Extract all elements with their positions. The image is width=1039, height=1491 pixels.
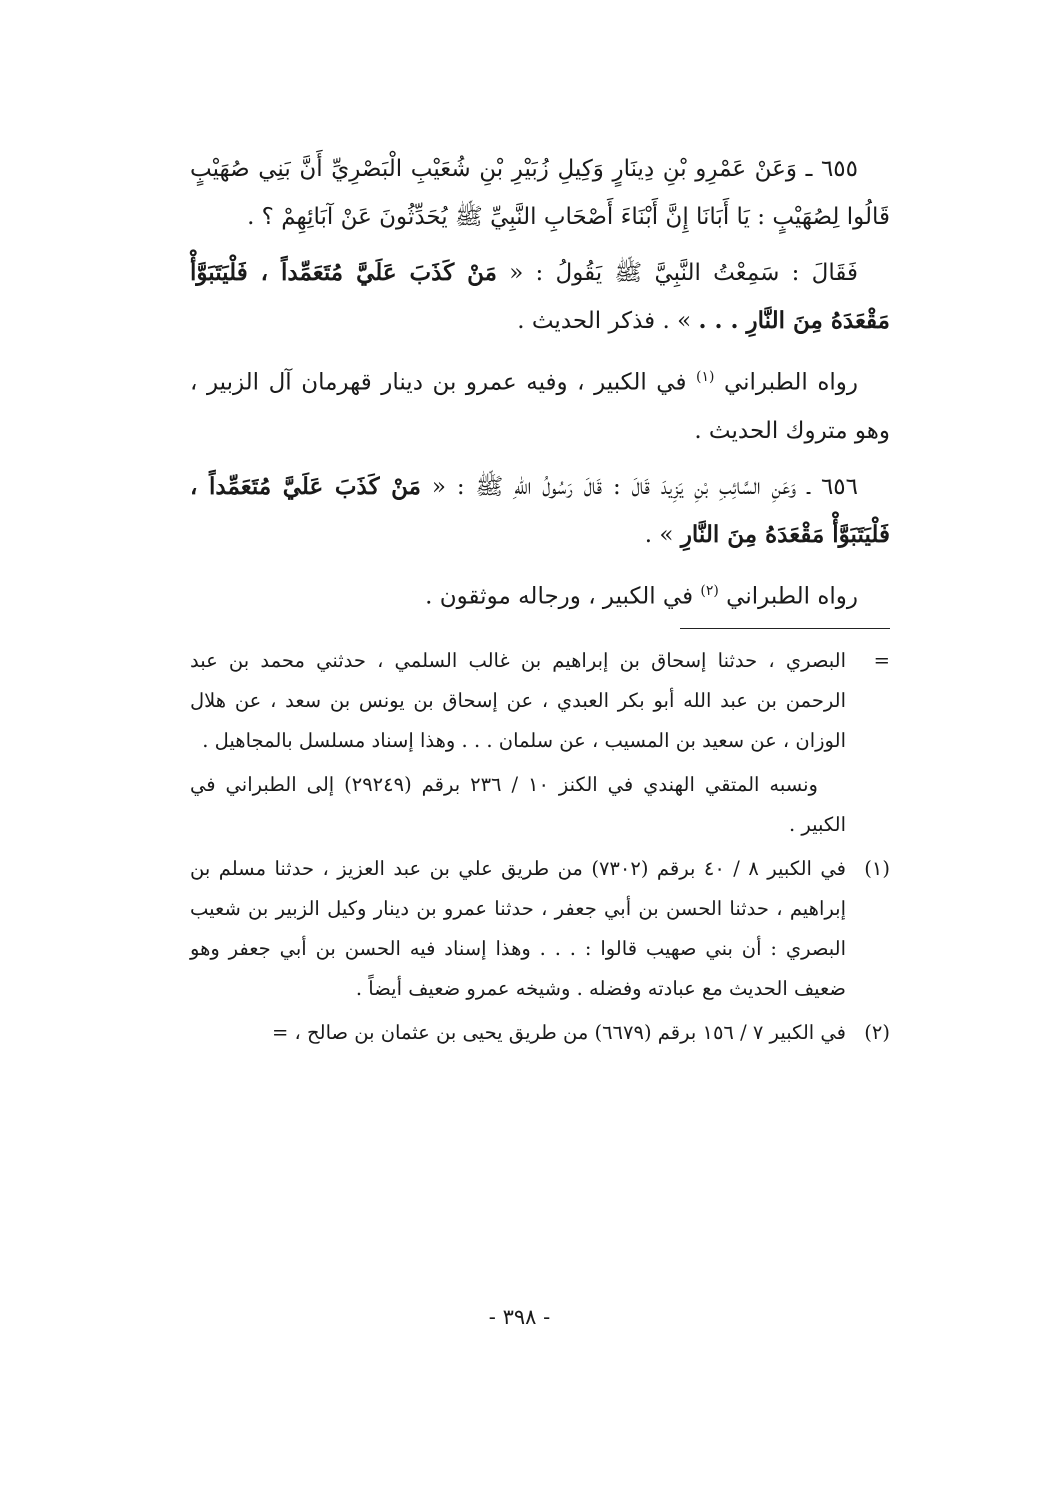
footnote-1-number: (١): [864, 857, 890, 881]
footnote-continuation-2: [190, 765, 890, 845]
hadith-656: [190, 463, 890, 559]
hadith-655-quote: [190, 249, 890, 345]
main-text: [190, 145, 890, 620]
page-number: - ٣٩٨ -: [488, 1305, 551, 1329]
source-text-b: في الكبير ، ورجاله موثقون .: [425, 583, 701, 610]
hadith-655-source: [190, 353, 890, 455]
footnote-continuation-text-2: ونسبه المتقي الهندي في الكنز ١٠ / ٢٣٦ برقم (٢٩٢٤٩) إلى الطبراني في الكبير .: [190, 773, 846, 837]
source-text-a: رواه الطبراني: [718, 583, 858, 610]
quote-text: مَنْ كَذَبَ عَلَيَّ مُتَعَمِّداً ، فَلْيَتَبَوَّأْ مَقْعَدَهُ مِنَ النَّارِ . . .: [190, 259, 890, 334]
footnote-1-text: في الكبير ٨ / ٤٠ برقم (٧٣٠٢) من طريق علي بن عبد العزيز ، حدثنا مسلم بن إبراهيم ، حدثنا الحسن بن أبي جعفر ، حدثنا عمرو بن دينار وكيل الزبير بن شعيب البصري : أن بني صهيب قالوا : . . . وهذا إسناد فيه الحسن بن أبي جعفر وهو ضعيف الحديث مع عبادته وفضله . وشيخه عمرو ضعيف أيضاً .: [190, 857, 846, 1001]
page-body: [190, 145, 890, 1057]
footnote-1: [190, 849, 890, 1009]
quote-outro: » . فذكر الحديث .: [517, 308, 699, 334]
source-text-b: في الكبير ، وفيه عمرو بن دينار قهرمان آل الزبير ، وهو متروك الحديث .: [190, 369, 890, 444]
footnote-2-text: في الكبير ٧ / ١٥٦ برقم (٦٦٧٩) من طريق يحيى بن عثمان بن صالح ،: [294, 1021, 846, 1045]
hadith-656-quote: مَنْ كَذَبَ عَلَيَّ مُتَعَمِّداً ، فَلْيَتَبَوَّأْ مَقْعَدَهُ مِنَ النَّارِ: [190, 472, 890, 548]
hadith-656-source: [190, 567, 890, 621]
footnotes: [190, 641, 890, 1053]
footnote-2: [190, 1013, 890, 1053]
hadith-656-outro: » .: [644, 521, 681, 548]
footnote-divider: [680, 628, 890, 629]
quote-intro: فَقَالَ : سَمِعْتُ النَّبِيَّ ﷺ يَقُولُ : «: [496, 260, 858, 286]
footnote-ref-1[interactable]: (١): [695, 369, 715, 385]
footnote-continuation: [190, 641, 890, 761]
continuation-marker: =: [873, 649, 890, 673]
footnote-ref-2[interactable]: (٢): [700, 582, 719, 599]
source-text-a: رواه الطبراني: [714, 369, 858, 396]
continuation-marker-end: =: [272, 1021, 289, 1045]
hadith-655-text: ٦٥٥ ـ وَعَنْ عَمْرِو بْنِ دِينَارٍ وَكِيلِ زُبَيْرِ بْنِ شُعَيْبِ الْبَصْرِيِّ أَنَّ بَنِي صُهَيْبٍ قَالُوا لِصُهَيْبٍ : يَا أَبَانَا إِنَّ أَبْنَاءَ أَصْحَابِ النَّبِيِّ ﷺ يُحَدِّثُونَ عَنْ آبَائِهِمْ ؟ .: [190, 156, 890, 230]
footnote-continuation-text: البصري ، حدثنا إسحاق بن إبراهيم بن غالب السلمي ، حدثني محمد بن عبد الرحمن بن عبد الله أبو بكر العبدي ، عن إسحاق بن يونس بن سعد ، عن هلال الوزان ، عن سعيد بن المسيب ، عن سلمان . . . وهذا إسناد مسلسل بالمجاهيل .: [190, 649, 846, 753]
hadith-656-intro: ٦٥٦ ـ وَعَنِ السَّائِبِ بْنِ يَزِيدَ قَالَ : قَالَ رَسُولُ اللهِ ﷺ : «: [420, 473, 858, 500]
footnote-2-number: (٢): [864, 1021, 890, 1045]
hadith-655: [190, 145, 890, 241]
